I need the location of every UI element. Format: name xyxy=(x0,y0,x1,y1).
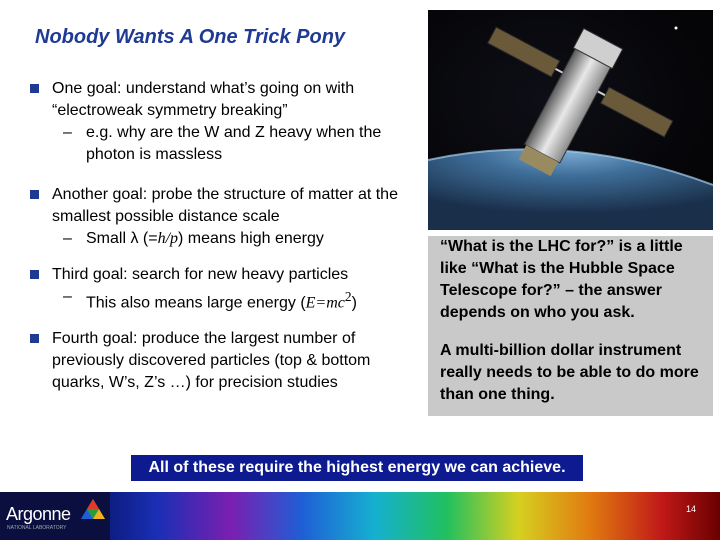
sub-bullet-1-text: e.g. why are the W and Z heavy when the photon is massless xyxy=(86,124,382,163)
hubble-telescope-photo xyxy=(428,10,713,230)
dash-icon: – xyxy=(63,288,72,305)
page-number: 14 xyxy=(685,504,696,514)
bullet-1 xyxy=(30,78,400,122)
bullet-4 xyxy=(30,328,400,394)
argonne-triangle-icon xyxy=(80,498,106,520)
logo-text: Argonne xyxy=(6,504,71,524)
bullet-3-text: Third goal: search for new heavy particles xyxy=(52,266,349,283)
bullet-square-icon xyxy=(30,270,39,279)
bullet-square-icon xyxy=(30,84,39,93)
bullet-4-text: Fourth goal: produce the largest number of previously discovered particles (top & bottom quarks, W’s, Z’s …) for precision studies xyxy=(52,330,371,392)
energy-formula-exponent: 2 xyxy=(344,289,352,304)
bullet-1-text: One goal: understand what’s going on with “electroweak symmetry breaking” xyxy=(52,80,355,119)
footer-bar xyxy=(0,492,720,540)
summary-banner: All of these require the highest energy we can achieve. xyxy=(131,455,583,481)
bullet-3 xyxy=(30,264,400,286)
bullet-2 xyxy=(30,184,400,228)
callout-paragraph-1: “What is the LHC for?” is a little like “What is the Hubble Space Telescope for?” – the answer depends on who you ask. xyxy=(440,238,683,321)
sub-bullet-3 xyxy=(30,286,400,314)
energy-formula: E=mc xyxy=(305,294,345,312)
dash-icon: – xyxy=(63,124,72,141)
callout-paragraph-2: A multi-billion dollar instrument really needs to be able to do more than one thing. xyxy=(440,342,699,403)
sub-bullet-2 xyxy=(30,228,400,250)
bullet-square-icon xyxy=(30,334,39,343)
logo-subtext: NATIONAL LABORATORY xyxy=(7,525,67,531)
dash-icon: – xyxy=(63,230,72,247)
sub-bullet-2-pre: Small λ (= xyxy=(86,230,158,247)
bullet-list xyxy=(30,78,400,394)
sub-bullet-2-post: ) means high energy xyxy=(178,230,324,247)
wavelength-formula: h/p xyxy=(157,230,179,247)
sub-bullet-3-post: ) xyxy=(351,294,357,312)
bullet-2-text: Another goal: probe the structure of matter at the smallest possible distance scale xyxy=(52,186,398,225)
slide-title: Nobody Wants A One Trick Pony xyxy=(35,26,346,48)
sub-bullet-1 xyxy=(30,122,400,166)
argonne-logo xyxy=(0,492,110,540)
bullet-square-icon xyxy=(30,190,39,199)
sub-bullet-3-pre: This also means large energy ( xyxy=(86,294,306,312)
callout-box xyxy=(428,236,713,416)
